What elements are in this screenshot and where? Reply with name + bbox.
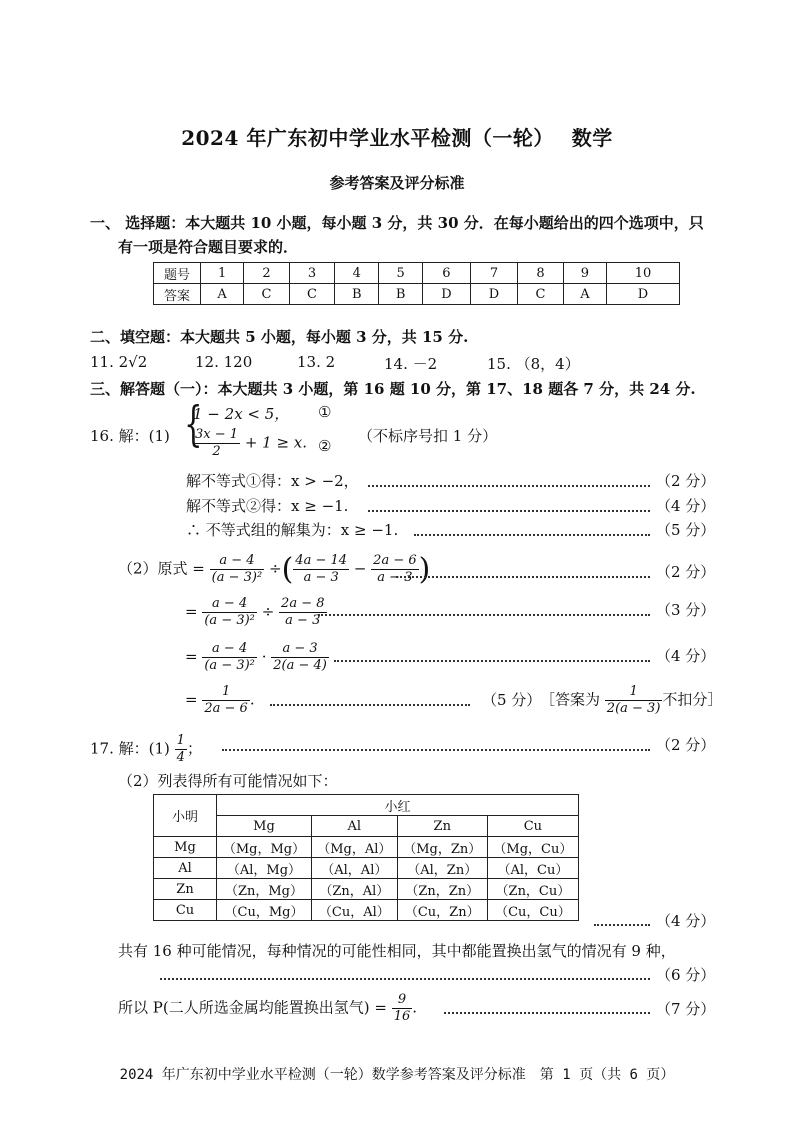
table-cell: （Cu，Mg） — [217, 900, 312, 921]
q-num: 4 — [335, 263, 379, 284]
table-cell: （Al，Mg） — [217, 858, 312, 879]
table-row — [154, 263, 680, 284]
leader-dots — [270, 704, 470, 706]
page-title: 2024 年广东初中学业水平检测（一轮） 数学 — [181, 126, 613, 150]
q-num: 3 — [289, 263, 335, 284]
table-row — [154, 900, 579, 921]
score: （4 分） — [656, 647, 716, 665]
q-num: 6 — [423, 263, 471, 284]
q16-label: 16. 解：(1) — [90, 427, 170, 445]
leader-dots — [334, 660, 650, 662]
step-2: 解不等式②得：x ≥ −1. — [186, 497, 349, 515]
fraction: $\frac{a - 4}{\text{(a − 3)²}}$ — [211, 553, 263, 585]
section1-heading-cont: 有一项是符合题目要求的． — [118, 238, 299, 256]
system-brace: { — [184, 396, 203, 452]
row-label-a: 答案 — [154, 284, 201, 305]
q-num: 10 — [606, 263, 679, 284]
q17-conclusion: 所以 P(二人所选金属均能置换出氢气) = $\frac{9}{16}$ . — [118, 992, 418, 1024]
leader-dots — [444, 1012, 650, 1014]
score: （5 分） — [482, 691, 542, 709]
table-cell: （Al，Al） — [311, 858, 397, 879]
mark-1: ① — [318, 403, 332, 421]
row-header: Mg — [154, 837, 217, 858]
score: （2 分） — [656, 563, 716, 581]
table-row — [154, 837, 579, 858]
page-footer: 2024 年广东初中学业水平检测（一轮）数学参考答案及评分标准 第 1 页（共 6 页） — [119, 1067, 675, 1083]
deduction-note: （不标序号扣 1 分） — [358, 427, 498, 445]
table-cell: （Zn，Cu） — [487, 879, 578, 900]
row-header: Al — [154, 858, 217, 879]
fraction: $\frac{1}{2(a - 3)}$ — [606, 684, 661, 716]
table-cell: （Mg，Al） — [311, 837, 397, 858]
answer-12: 12. 120 — [195, 353, 253, 371]
fraction: $\frac{a - 4}{\text{(a − 3)²}}$ — [204, 641, 255, 673]
q17-label: 17. 解：(1) $\frac{1}{4}$ ； — [90, 733, 202, 765]
table-cell: （Al，Zn） — [397, 858, 487, 879]
q17-part2-intro: （2）列表得所有可能情况如下： — [118, 772, 338, 790]
score: （4 分） — [656, 497, 716, 515]
column-header: Zn — [397, 816, 487, 837]
fraction: $\frac{a - 3}{2(a - 4)}$ — [273, 641, 327, 673]
fraction: $\frac{2a - 8}{a - 3}$ — [281, 596, 325, 628]
score: （2 分） — [656, 736, 716, 754]
outcome-table — [153, 794, 579, 921]
inequality-1: 1 − 2x < 5， — [193, 405, 290, 423]
inequality-2: $\frac{3x - 1}{2}$ + 1 ≥ x. — [195, 427, 308, 459]
table-corner: 小明 — [154, 795, 217, 837]
answer-cell: D — [470, 284, 518, 305]
table-cell: （Mg，Mg） — [217, 837, 312, 858]
table-cell: （Al，Cu） — [487, 858, 578, 879]
table-cell: （Cu，Al） — [311, 900, 397, 921]
answer-cell: C — [289, 284, 335, 305]
answer-cell: B — [379, 284, 423, 305]
part2-line2: = $\frac{a - 4}{\text{(a − 3)²}}$ ÷ $\frac{2a - 8}{a - 3}$ — [185, 596, 325, 628]
table-cell: （Cu，Zn） — [397, 900, 487, 921]
fraction: $\frac{a - 4}{\text{(a − 3)²}}$ — [204, 596, 255, 628]
score: （5 分） — [656, 521, 716, 539]
table-top-header: 小红 — [217, 795, 579, 816]
step-3: ∴ 不等式组的解集为：x ≥ −1. — [186, 521, 399, 539]
q-num: 8 — [518, 263, 564, 284]
answer-cell: C — [518, 284, 564, 305]
section1-heading: 一、 选择题：本大题共 10 小题，每小题 3 分，共 30 分．在每小题给出的四个选项中，只 — [90, 214, 704, 232]
fraction: $\frac{3x - 1}{2}$ — [195, 427, 239, 459]
table-row — [154, 284, 680, 305]
answer-cell: B — [335, 284, 379, 305]
answer-cell: D — [423, 284, 471, 305]
row-header: Zn — [154, 879, 217, 900]
q-num: 5 — [379, 263, 423, 284]
table-cell: （Mg，Cu） — [487, 837, 578, 858]
fraction: $\frac{2a - 6}{a - 3}$ — [373, 553, 417, 585]
score: （3 分） — [656, 601, 716, 619]
score: （2 分） — [656, 472, 716, 490]
leader-dots — [396, 576, 650, 578]
answer-cell: D — [606, 284, 679, 305]
choice-answer-table — [153, 262, 680, 305]
q-num: 2 — [244, 263, 290, 284]
fraction: $\frac{1}{4}$ — [176, 733, 185, 765]
column-header: Cu — [487, 816, 578, 837]
fraction: $\frac{1}{2a - 6}$ — [204, 684, 248, 716]
score: （7 分） — [656, 1000, 716, 1018]
fraction: $\frac{9}{16}$ — [393, 992, 411, 1024]
part2-line1: （2）原式 = $\frac{a - 4}{\text{(a − 3)²}}$ ÷( $\frac{4a - 14}{a - 3}$ − $\frac{2a - 6}{a - 3}$ ) — [118, 552, 431, 587]
leader-dots — [368, 485, 650, 487]
q17-explanation: 共有 16 种可能情况，每种情况的可能性相同，其中都能置换出氢气的情况有 9 种， — [118, 942, 676, 960]
leader-dots — [160, 978, 650, 980]
q-num: 1 — [201, 263, 244, 284]
table-row — [154, 858, 579, 879]
table-cell: （Zn，Zn） — [397, 879, 487, 900]
answer-13: 13. 2 — [297, 353, 336, 371]
score: （6 分） — [656, 966, 716, 984]
leader-dots — [368, 510, 650, 512]
part2-line4: = $\frac{1}{2a - 6}$ . — [185, 684, 255, 716]
score: （4 分） — [656, 912, 716, 930]
mark-2: ② — [318, 437, 332, 455]
row-label-q: 题号 — [154, 263, 201, 284]
table-cell: （Cu，Cu） — [487, 900, 578, 921]
section3-heading: 三、解答题（一）：本大题共 3 小题，第 16 题 10 分，第 17、18 题各 7 分，共 24 分. — [90, 380, 696, 398]
alternative-answer: ［答案为 $\frac{1}{2(a - 3)}$ 不扣分］ — [540, 684, 723, 716]
table-row — [154, 816, 579, 837]
q-num: 7 — [470, 263, 518, 284]
column-header: Al — [311, 816, 397, 837]
answer-14: 14. －2 — [384, 355, 438, 373]
table-cell: （Zn，Mg） — [217, 879, 312, 900]
table-row — [154, 879, 579, 900]
column-header: Mg — [217, 816, 312, 837]
leader-dots — [414, 534, 650, 536]
table-row — [154, 795, 579, 816]
leader-dots — [222, 749, 650, 751]
answer-15: 15. （8，4） — [487, 355, 580, 373]
fraction: $\frac{4a - 14}{a - 3}$ — [295, 553, 348, 585]
leader-dots — [318, 614, 650, 616]
answer-cell: A — [201, 284, 244, 305]
row-header: Cu — [154, 900, 217, 921]
part2-line3: = $\frac{a - 4}{\text{(a − 3)²}}$ · $\frac{a - 3}{2(a - 4)}$ — [185, 641, 327, 673]
answer-11: 11. 2√2 — [90, 353, 148, 371]
step-1: 解不等式①得：x > −2， — [186, 472, 359, 490]
answer-cell: A — [563, 284, 606, 305]
section2-heading: 二、填空题：本大题共 5 小题，每小题 3 分，共 15 分. — [90, 328, 469, 346]
table-cell: （Zn，Al） — [311, 879, 397, 900]
leader-dots — [594, 924, 650, 926]
table-cell: （Mg，Zn） — [397, 837, 487, 858]
answer-cell: C — [244, 284, 290, 305]
page-subtitle: 参考答案及评分标准 — [329, 174, 465, 192]
q-num: 9 — [563, 263, 606, 284]
